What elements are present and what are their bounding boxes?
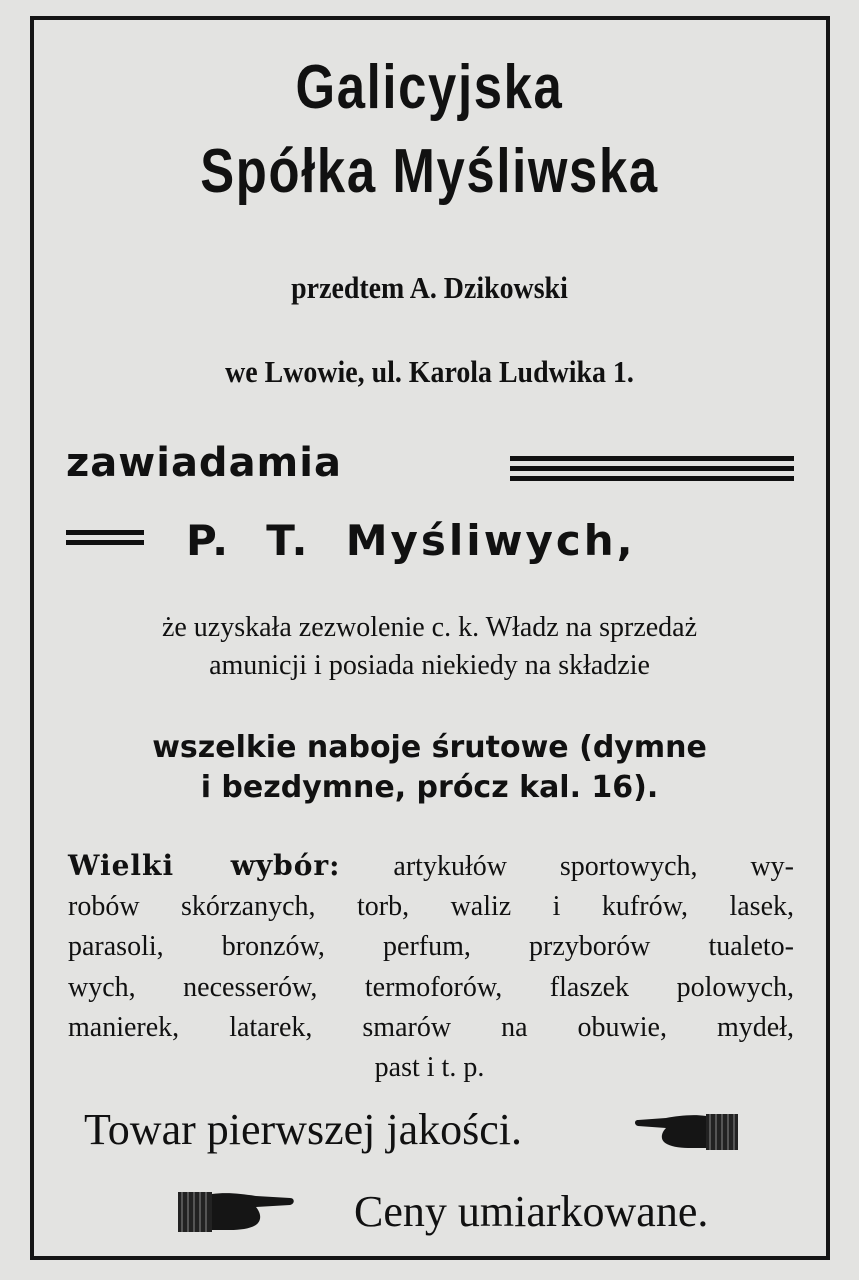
paragraph-line-1: że uzyskała zezwolenie c. k. Władz na sprzedaż	[161, 612, 698, 643]
decorative-rules-right	[510, 456, 794, 486]
announce-audience: P. T. Myśliwych,	[186, 516, 636, 565]
address: we Lwowie, ul. Karola Ludwika 1.	[225, 354, 634, 389]
title-line-1: Galicyjska	[295, 53, 564, 122]
prices-statement: Ceny umiarkowane.	[354, 1187, 709, 1236]
pointing-hand-right-icon	[176, 1186, 296, 1238]
assortment-line-5: manierek, latarek, smarów na obuwie, mydeł,	[68, 1012, 794, 1043]
paragraph-line-2: amunicji i posiada niekiedy na składzie	[209, 650, 650, 681]
subtitle: przedtem A. Dzikowski	[291, 270, 568, 305]
quality-statement: Towar pierwszej jakości.	[84, 1105, 522, 1154]
title-line-2: Spółka Myśliwska	[200, 137, 659, 206]
highlight-line-1: wszelkie naboje śrutowe (dymne	[152, 730, 707, 765]
highlight-line-2: i bezdymne, prócz kal. 16).	[200, 770, 659, 805]
assortment-block	[68, 846, 794, 1049]
assortment-last-line: past i t. p.	[374, 1052, 485, 1083]
announce-verb: zawiadamia	[66, 440, 342, 486]
assortment-line-1: Wielki wybór: artykułów sportowych, wy-	[68, 849, 794, 882]
assortment-lead: Wielki wybór:	[68, 849, 341, 882]
assortment-line-4: wych, necesserów, termoforów, flaszek polowych,	[68, 971, 794, 1003]
assortment-line-2: robów skórzanych, torb, waliz i kufrów, lasek,	[68, 890, 794, 922]
decorative-rules-left	[66, 530, 144, 550]
pointing-hand-left-icon	[632, 1108, 740, 1156]
assortment-line-3: parasoli, bronzów, perfum, przyborów tualeto-	[68, 931, 794, 962]
